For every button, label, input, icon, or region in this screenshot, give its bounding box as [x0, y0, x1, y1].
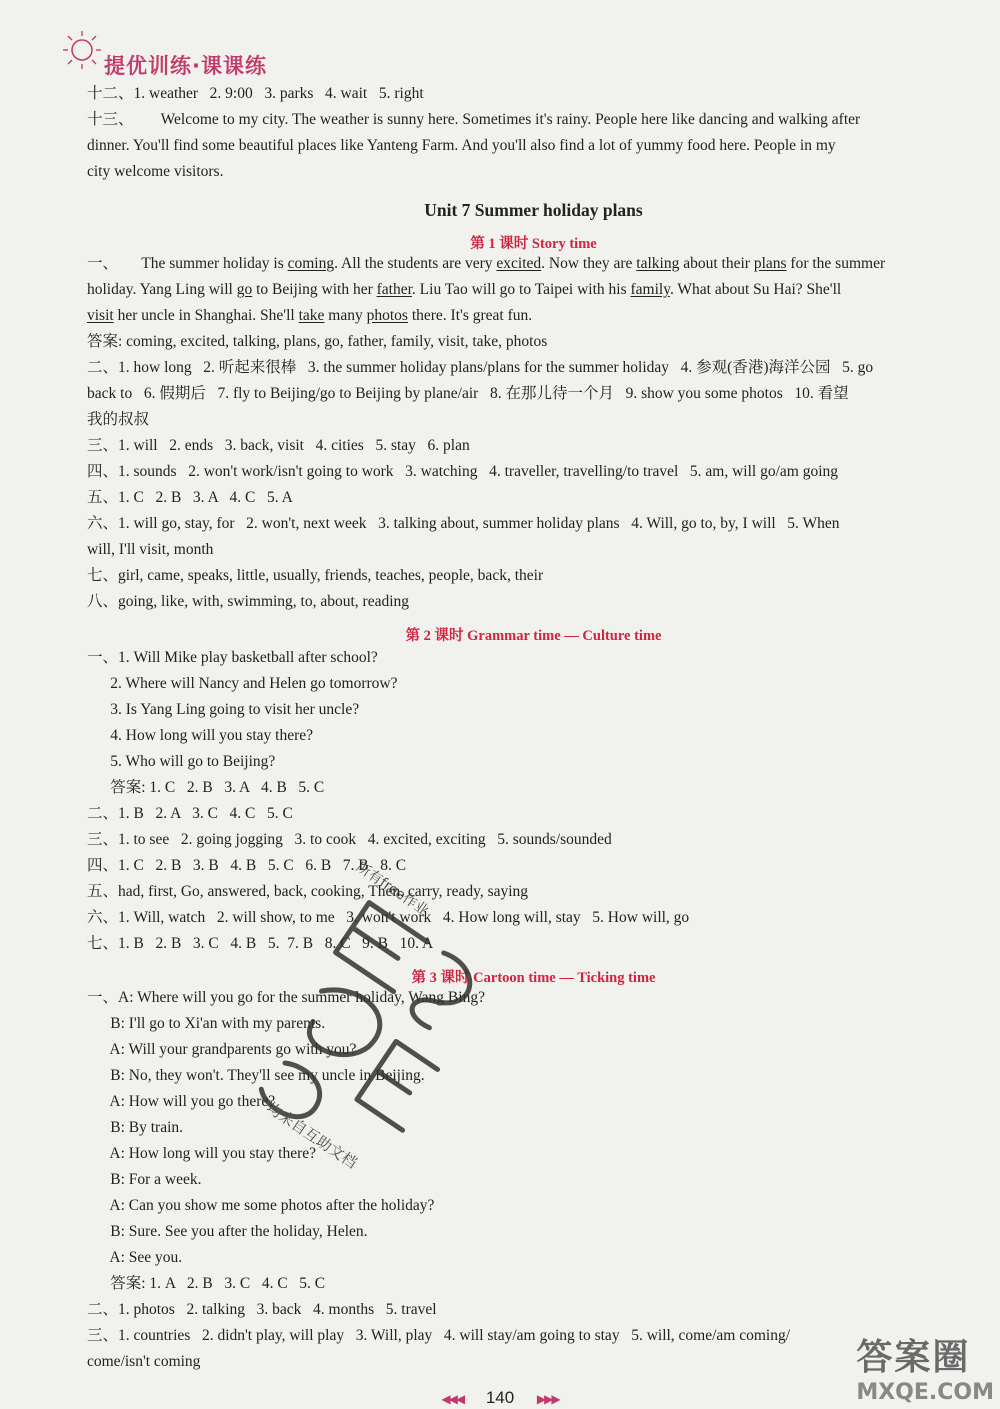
lesson-heading-1: 第 1 课时 Story time	[470, 236, 597, 252]
watermark-stamp	[196, 847, 574, 1233]
line-text: B: I'll go to Xi'an with my parents.	[87, 1015, 326, 1032]
line-text: 二、1. B 2. A 3. C 4. C 5. C	[87, 805, 293, 822]
underlined-word: go	[236, 281, 253, 298]
line-text: back to 6. 假期后 7. fly to Beijing/go to Beijing by plane/air 8. 在那儿待一个月 9. show you some photos 10. 看望	[87, 385, 849, 402]
line-text: 2. Where will Nancy and Helen go tomorrow?	[87, 675, 398, 692]
answer-line	[87, 1170, 202, 1190]
line-text: 三、1. countries 2. didn't play, will play 3. Will, play 4. will stay/am going to stay 5. will, come/am coming/	[87, 1327, 791, 1344]
answer-line	[87, 462, 838, 482]
answer-line	[87, 1248, 182, 1268]
line-text: B: No, they won't. They'll see my uncle in Beijing.	[87, 1067, 425, 1084]
lesson-heading-3: 第 3 课时 Cartoon time — Ticking time	[411, 970, 656, 986]
line-text: city welcome visitors.	[87, 163, 224, 180]
line-text: 答案: 1. A 2. B 3. C 4. C 5. C	[87, 1275, 326, 1292]
line-text: 十二、1. weather 2. 9:00 3. parks 4. wait 5. right	[87, 85, 424, 102]
line-text: B: Sure. See you after the holiday, Helen.	[87, 1223, 368, 1240]
unit-title: Unit 7 Summer holiday plans	[424, 200, 643, 220]
line-text: 七、girl, came, speaks, little, usually, friends, teaches, people, back, their	[87, 567, 544, 584]
answer-line	[87, 410, 149, 430]
answer-line	[87, 514, 840, 534]
corner-watermark	[856, 1329, 994, 1405]
answer-line	[87, 1222, 368, 1242]
line-text: there. It's great fun.	[407, 307, 533, 324]
answer-line	[87, 700, 359, 720]
line-text: . Now they are	[541, 255, 637, 272]
line-text: will, I'll visit, month	[87, 541, 214, 558]
next-arrows-icon: ▶▶▶	[536, 1392, 559, 1406]
underlined-word: father	[376, 281, 412, 298]
line-text: 答案: 1. C 2. B 3. A 4. B 5. C	[87, 779, 325, 796]
line-text: 六、1. Will, watch 2. will show, to me 3. won't work 4. How long will, stay 5. How will, go	[87, 909, 690, 926]
lesson-heading-2: 第 2 课时 Grammar time — Culture time	[405, 628, 662, 644]
answer-line	[87, 540, 213, 560]
line-text: 十三、 Welcome to my city. The weather is sunny here. Sometimes it's rainy. People here like dancing and walking after	[87, 111, 861, 128]
underlined-word: photos	[366, 307, 408, 324]
underlined-word: take	[298, 307, 325, 324]
answer-line	[87, 358, 873, 378]
answer-line	[87, 488, 293, 508]
line-text: 一、 The summer holiday is	[87, 255, 288, 272]
line-text: . All the students are very	[334, 255, 497, 272]
line-text: 四、1. C 2. B 3. B 4. B 5. C 6. B 7. B 8. C	[87, 857, 407, 874]
answer-line	[87, 1118, 183, 1138]
stamp-text-bottom: 均来自互助文档	[263, 1098, 361, 1173]
line-text: 四、1. sounds 2. won't work/isn't going to work 3. watching 4. traveller, travelling/to travel 5. am, will go/am going	[87, 463, 839, 480]
line-text: 答案: coming, excited, talking, plans, go, father, family, visit, take, photos	[87, 333, 548, 350]
line-text: B: For a week.	[87, 1171, 202, 1188]
underlined-word: plans	[753, 255, 787, 272]
answer-line	[87, 752, 275, 772]
line-text: A: How will you go there?	[87, 1093, 276, 1110]
line-text: about their	[679, 255, 754, 272]
line-text: . Liu Tao will go to Taipei with his	[411, 281, 631, 298]
line-text: B: By train.	[87, 1119, 184, 1136]
line-text: 三、1. will 2. ends 3. back, visit 4. cities 5. stay 6. plan	[87, 437, 470, 454]
line-text: 五、1. C 2. B 3. A 4. C 5. A	[87, 489, 293, 506]
line-text: 三、1. to see 2. going jogging 3. to cook 4. excited, exciting 5. sounds/sounded	[87, 831, 612, 848]
line-text: A: How long will you stay there?	[87, 1145, 317, 1162]
line-text: 六、1. will go, stay, for 2. won't, next week 3. talking about, summer holiday plans 4. Will, go to, by, I will 5. When	[87, 515, 840, 532]
line-text: 二、1. photos 2. talking 3. back 4. months 5. travel	[87, 1301, 437, 1318]
stamp-text-top: 所有free作业	[353, 859, 432, 920]
line-text: . What about Su Hai? She'll	[669, 281, 842, 298]
line-text: holiday. Yang Ling will	[87, 281, 237, 298]
page-header	[60, 28, 360, 88]
line-text: 3. Is Yang Ling going to visit her uncle?	[87, 701, 360, 718]
line-text: 八、going, like, with, swimming, to, about, reading	[87, 593, 410, 610]
watermark-logo: 答案圈	[856, 1337, 971, 1378]
answer-line	[87, 280, 841, 300]
line-text: A: Will your grandparents go with you?	[87, 1041, 357, 1058]
answer-line	[87, 332, 547, 352]
line-text: come/isn't coming	[87, 1353, 201, 1370]
answer-line	[87, 566, 543, 586]
answer-line	[87, 882, 528, 902]
page-footer	[0, 1388, 1000, 1408]
line-text: her uncle in Shanghai. She'll	[113, 307, 299, 324]
line-text: for the summer	[786, 255, 886, 272]
answer-line	[87, 162, 223, 182]
answer-line	[87, 1300, 437, 1320]
answer-line	[87, 306, 532, 326]
answer-line	[87, 1326, 790, 1346]
answer-line	[87, 1274, 325, 1294]
sun-icon	[60, 28, 106, 76]
answer-line	[87, 1352, 200, 1372]
line-text: 我的叔叔	[87, 411, 150, 428]
line-text: 二、1. how long 2. 听起来很棒 3. the summer holiday plans/plans for the summer holiday 4. 参观(香港)海洋公园 5. go	[87, 359, 874, 376]
prev-arrows-icon: ◀◀◀	[441, 1392, 464, 1406]
answer-line	[87, 384, 849, 404]
answer-line	[87, 136, 836, 156]
line-text: 一、1. Will Mike play basketball after school?	[87, 649, 378, 666]
underlined-word: family	[630, 281, 670, 298]
answer-line	[87, 436, 470, 456]
answer-line	[87, 726, 313, 746]
answer-line	[87, 254, 885, 274]
line-text: A: Can you show me some photos after the holiday?	[87, 1197, 435, 1214]
line-text: dinner. You'll find some beautiful places like Yanteng Farm. And you'll also find a lot of yummy food here. People in my	[87, 137, 836, 154]
line-text: A: See you.	[87, 1249, 183, 1266]
line-text: 5. Who will go to Beijing?	[87, 753, 276, 770]
answer-line	[87, 592, 409, 612]
underlined-word: excited	[496, 255, 542, 272]
brand-title: 提优训练·课课练	[104, 54, 267, 78]
answer-line	[87, 674, 397, 694]
line-text: 一、A: Where will you go for the summer holiday, Wang Bing?	[87, 989, 485, 1006]
page-number: 140	[485, 1388, 515, 1407]
answer-line	[87, 804, 293, 824]
answer-line	[87, 778, 324, 798]
answer-line	[87, 830, 612, 850]
underlined-word: coming	[287, 255, 335, 272]
underlined-word: talking	[636, 255, 680, 272]
line-text: 4. How long will you stay there?	[87, 727, 314, 744]
underlined-word: visit	[87, 307, 114, 324]
line-text: to Beijing with her	[252, 281, 377, 298]
line-text: 七、1. B 2. B 3. C 4. B 5. 7. B 8. C 9. B 10. A	[87, 935, 434, 952]
line-text: 五、had, first, Go, answered, back, cooking, Then, carry, ready, saying	[87, 883, 529, 900]
answer-line	[87, 1144, 316, 1164]
line-text: many	[324, 307, 367, 324]
watermark-url: MXQE.COM	[856, 1380, 994, 1405]
answer-line	[87, 648, 378, 668]
answer-line	[87, 110, 860, 130]
answer-line	[87, 84, 424, 104]
